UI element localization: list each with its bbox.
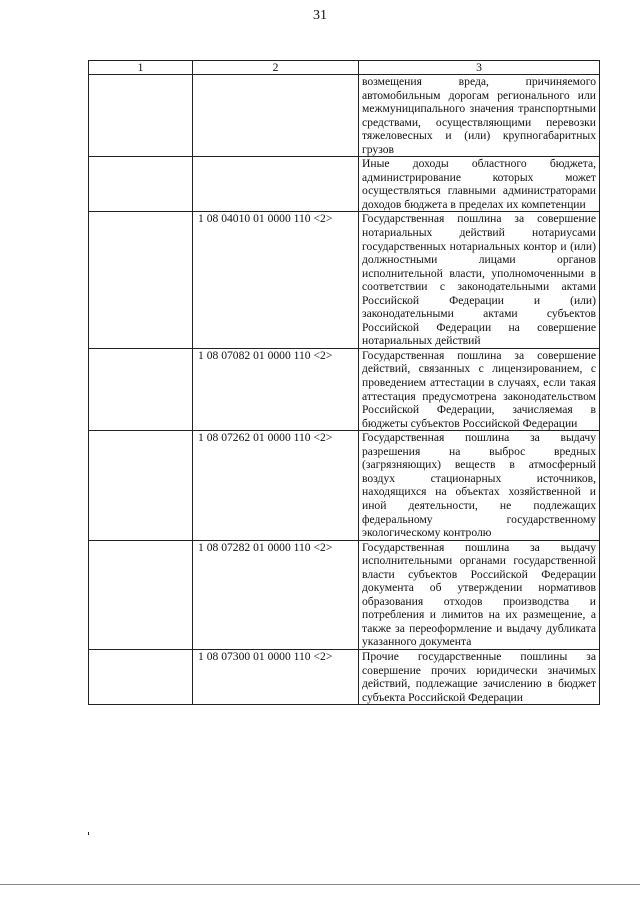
revenue-description-cell: Государственная пошлина за выдачу исполнительными органами государственной власти субъектов Российской Федерации документа об утверждении нормативов образования отходов производства и потребления и лимитов на их размещение, а также за переоформление и выдачу дубликата указанного документа — [359, 540, 600, 649]
column-header-1: 1 — [89, 61, 193, 75]
admin-cell — [89, 212, 193, 348]
admin-cell — [89, 649, 193, 704]
revenue-description-cell: Прочие государственные пошлины за совершение прочих юридически значимых действий, подлежащие зачислению в бюджет субъекта Российской Федерации — [359, 649, 600, 704]
table-row — [89, 348, 600, 430]
admin-cell — [89, 348, 193, 430]
table-header-row — [89, 61, 600, 75]
admin-cell — [89, 540, 193, 649]
revenue-description-cell: возмещения вреда, причиняемого автомобильным дорогам регионального или межмуниципального значения транспортными средствами, осуществляющими перевозки тяжеловесных и (или) крупногабаритных грузов — [359, 75, 600, 157]
revenue-description-cell: Государственная пошлина за выдачу разрешения на выброс вредных (загрязняющих) веществ в атмосферный воздух стационарных источников, находящихся на объектах хозяйственной и иной деятельности, не подлежащих федеральному государственному экологическому контролю — [359, 431, 600, 540]
revenue-description-cell: Иные доходы областного бюджета, администрирование которых может осуществляться главными администраторами доходов бюджета в пределах их компетенции — [359, 157, 600, 212]
revenue-description-cell: Государственная пошлина за совершение нотариальных действий нотариусами государственных нотариальных контор и (или) должностными лицами органов исполнительной власти, уполномоченными в соответствии с законодательными актами Российской Федерации и (или) законодательными актами субъектов Российской Федерации на совершение нотариальных действий — [359, 212, 600, 348]
admin-cell — [89, 157, 193, 212]
revenue-code-cell — [193, 157, 359, 212]
table-row — [89, 157, 600, 212]
revenue-table — [88, 60, 600, 705]
table-continuation-line — [88, 832, 193, 835]
revenue-code-cell: 1 08 04010 01 0000 110 <2> — [193, 212, 359, 348]
column-header-2: 2 — [193, 61, 359, 75]
revenue-code-cell: 1 08 07262 01 0000 110 <2> — [193, 431, 359, 540]
revenue-code-cell: 1 08 07300 01 0000 110 <2> — [193, 649, 359, 704]
admin-cell — [89, 75, 193, 157]
scan-bottom-edge — [0, 884, 640, 885]
revenue-code-cell: 1 08 07282 01 0000 110 <2> — [193, 540, 359, 649]
table-row — [89, 540, 600, 649]
table-row — [89, 212, 600, 348]
table-row — [89, 75, 600, 157]
revenue-description-cell: Государственная пошлина за совершение действий, связанных с лицензированием, с проведением аттестации в случаях, если такая аттестация предусмотрена законодательством Российской Федерации, зачисляемая в бюджеты субъектов Российской Федерации — [359, 348, 600, 430]
admin-cell — [89, 431, 193, 540]
table-row — [89, 649, 600, 704]
page-number: 31 — [313, 8, 327, 23]
revenue-code-cell — [193, 75, 359, 157]
revenue-code-cell: 1 08 07082 01 0000 110 <2> — [193, 348, 359, 430]
column-header-3: 3 — [359, 61, 600, 75]
table-row — [89, 431, 600, 540]
